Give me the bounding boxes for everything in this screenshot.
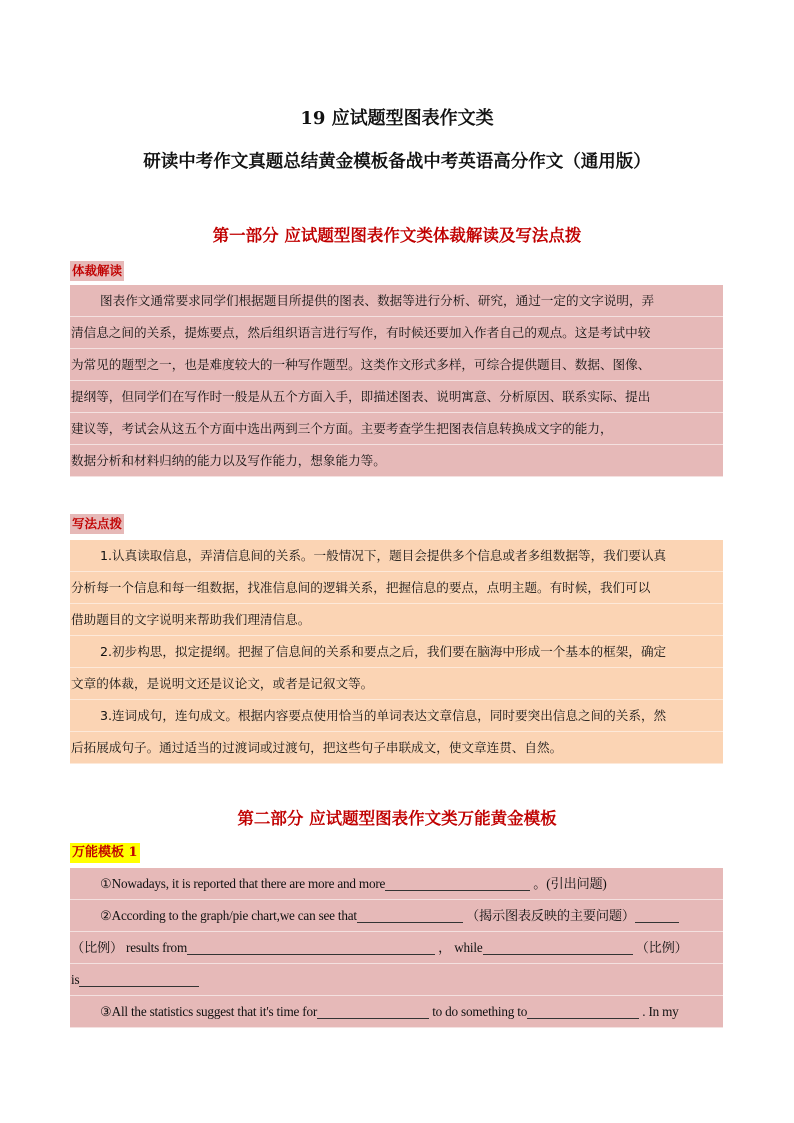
genre-line: 数据分析和材料归纳的能力以及写作能力，想象能力等。 (70, 445, 723, 477)
template-text: to do something to (432, 1004, 528, 1019)
template-text: （比例） results from (71, 940, 188, 955)
genre-line: 清信息之间的关系，提炼要点，然后组织语言进行写作，有时候还要加入作者自己的观点。这是考试中较 (70, 317, 723, 349)
part1-heading: 第一部分 应试题型图表作文类体裁解读及写法点拨 (212, 226, 582, 245)
template-box (70, 868, 723, 1028)
tips-line: 后拓展成句子。通过适当的过渡词或过渡句，把这些句子串联成文，使文章连贯、自然。 (70, 732, 723, 764)
template-text: ①Nowadays, it is reported that there are more and more (100, 876, 386, 891)
template-line (70, 932, 723, 964)
part2-heading: 第二部分 应试题型图表作文类万能黄金模板 (237, 809, 557, 828)
template-text: ③All the statistics suggest that it's time for (100, 1004, 318, 1019)
genre-box (70, 285, 723, 477)
blank-field[interactable] (385, 876, 530, 891)
template-line (70, 964, 723, 996)
tips-line: 1.认真读取信息，弄清信息间的关系。一般情况下，题目会提供多个信息或者多组数据等，我们要认真 (70, 540, 723, 572)
genre-line: 建议等，考试会从这五个方面中选出两到三个方面。主要考查学生把图表信息转换成文字的能力， (70, 413, 723, 445)
template-text: 。(引出问题) (533, 876, 607, 891)
genre-line: 为常见的题型之一，也是难度较大的一种写作题型。这类作文形式多样，可综合提供题目、数据、图像、 (70, 349, 723, 381)
template-text: ， while (438, 940, 483, 955)
blank-field[interactable] (79, 972, 199, 987)
blank-field[interactable] (187, 940, 435, 955)
template-label: 万能模板 1 (70, 843, 140, 863)
tips-line: 分析每一个信息和每一组数据，找准信息间的逻辑关系，把握信息的要点，点明主题。有时候，我们可以 (70, 572, 723, 604)
document-subtitle: 研读中考作文真题总结黄金模板备战中考英语高分作文（通用版） (143, 152, 651, 172)
template-text: is (71, 972, 80, 987)
blank-field[interactable] (527, 1004, 639, 1019)
template-text: . In my (642, 1004, 679, 1019)
blank-field[interactable] (483, 940, 633, 955)
tips-line: 文章的体裁，是说明文还是议论文，或者是记叙文等。 (70, 668, 723, 700)
tips-line: 借助题目的文字说明来帮助我们理清信息。 (70, 604, 723, 636)
tips-label: 写法点拨 (70, 514, 124, 534)
blank-field[interactable] (635, 908, 679, 923)
template-line (70, 868, 723, 900)
blank-field[interactable] (357, 908, 463, 923)
genre-line: 提纲等，但同学们在写作时一般是从五个方面入手，即描述图表、说明寓意、分析原因、联系实际、提出 (70, 381, 723, 413)
genre-label: 体裁解读 (70, 261, 124, 281)
tips-line: 3.连词成句，连句成文。根据内容要点使用恰当的单词表达文章信息，同时要突出信息之间的关系，然 (70, 700, 723, 732)
document-title: 19 应试题型图表作文类 (300, 108, 494, 129)
tips-line: 2.初步构思，拟定提纲。把握了信息间的关系和要点之后，我们要在脑海中形成一个基本的框架，确定 (70, 636, 723, 668)
blank-field[interactable] (317, 1004, 429, 1019)
template-text: （揭示图表反映的主要问题） (465, 908, 635, 923)
template-line (70, 996, 723, 1028)
tips-box (70, 540, 723, 764)
genre-line: 图表作文通常要求同学们根据题目所提供的图表、数据等进行分析、研究，通过一定的文字说明，弄 (70, 285, 723, 317)
template-line (70, 900, 723, 932)
template-text: （比例） (635, 940, 688, 955)
template-text: ②According to the graph/pie chart,we can see that (100, 908, 357, 923)
